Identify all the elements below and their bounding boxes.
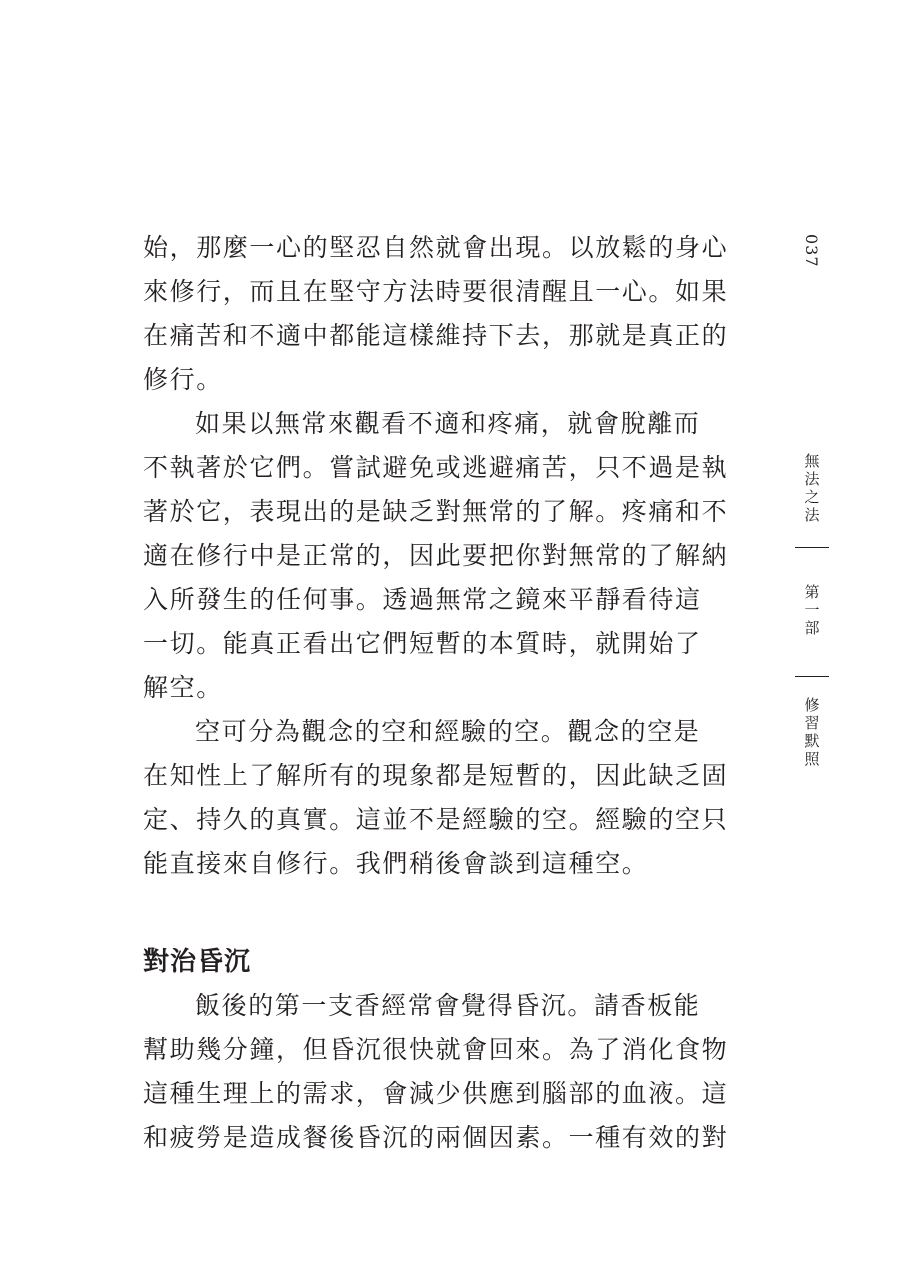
paragraph-first-line: 如果以無常來觀看不適和疼痛，就會脫離而 [195, 409, 701, 438]
page-number-text: 037 [802, 234, 821, 268]
text-line: 一切。能真正看出它們短暫的本質時，就開始了 [143, 629, 702, 658]
text-line: 著於它，表現出的是缺乏對無常的了解。疼痛和不 [143, 497, 729, 526]
text-line: 幫助幾分鐘，但昏沉很快就會回來。為了消化食物 [143, 1035, 729, 1064]
running-header-book-title: 無法之法 [804, 452, 820, 524]
text-line: 在知性上了解所有的現象都是短暫的，因此缺乏固 [143, 761, 729, 790]
text-line: 和疲勞是造成餐後昏沉的兩個因素。一種有效的對 [143, 1123, 729, 1152]
page-number [801, 234, 825, 274]
text-line: 這種生理上的需求，會減少供應到腦部的血液。這 [143, 1079, 729, 1108]
running-header-part: 第一部 [804, 583, 820, 637]
running-header-section: 修習默照 [804, 696, 820, 768]
main-text-lower [143, 940, 729, 1160]
text-line: 解空。 [143, 673, 223, 702]
main-text-upper [143, 226, 729, 886]
text-line: 不執著於它們。嘗試避免或逃避痛苦，只不過是執 [143, 453, 729, 482]
text-line: 定、持久的真實。這並不是經驗的空。經驗的空只 [143, 805, 729, 834]
text-line: 始，那麼一心的堅忍自然就會出現。以放鬆的身心 [143, 233, 729, 262]
paragraph-first-line: 飯後的第一支香經常會覺得昏沉。請香板能 [195, 991, 701, 1020]
text-line: 入所發生的任何事。透過無常之鏡來平靜看待這 [143, 585, 702, 614]
text-line: 在痛苦和不適中都能這樣維持下去，那就是真正的 [143, 321, 729, 350]
text-line: 能直接來自修行。我們稍後會談到這種空。 [143, 849, 649, 878]
section-heading: 對治昏沉 [143, 947, 252, 977]
text-line: 來修行，而且在堅守方法時要很清醒且一心。如果 [143, 277, 729, 306]
text-line: 適在修行中是正常的，因此要把你對無常的了解納 [143, 541, 729, 570]
header-divider [795, 547, 829, 548]
paragraph-first-line: 空可分為觀念的空和經驗的空。觀念的空是 [195, 717, 701, 746]
text-line: 修行。 [143, 365, 223, 394]
header-divider [795, 676, 829, 677]
